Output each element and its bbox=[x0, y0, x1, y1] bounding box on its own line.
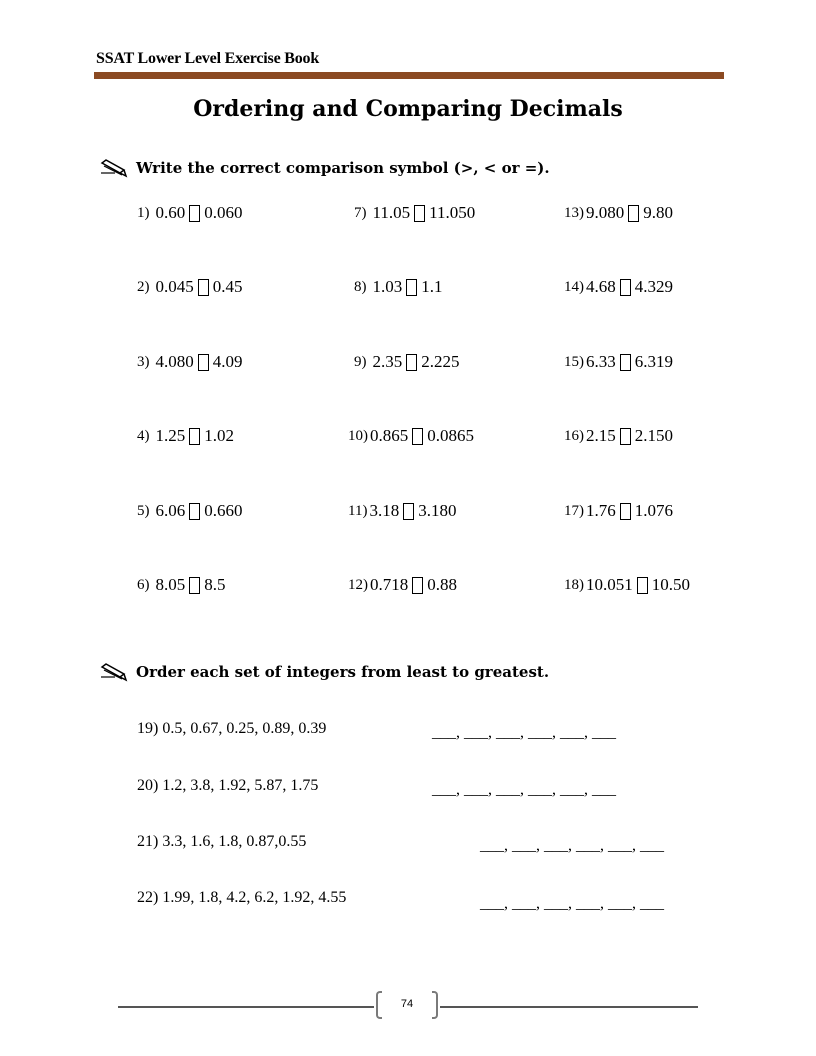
problem-7 bbox=[354, 203, 475, 223]
answer-box[interactable] bbox=[620, 279, 631, 296]
answer-box[interactable] bbox=[189, 577, 200, 594]
section1-instruction-text: Write the correct comparison symbol (>, < or =). bbox=[136, 159, 550, 177]
answer-box[interactable] bbox=[189, 503, 200, 520]
problem-number: 6) bbox=[137, 576, 150, 593]
problem-number: 10) bbox=[348, 427, 368, 444]
problem-15 bbox=[564, 352, 673, 372]
problem-13 bbox=[564, 203, 673, 223]
problem-5 bbox=[137, 501, 243, 521]
value-b: 0.88 bbox=[427, 575, 457, 594]
answer-box[interactable] bbox=[412, 577, 423, 594]
value-a: 1.76 bbox=[586, 501, 616, 520]
problem-4 bbox=[137, 426, 234, 446]
answer-box[interactable] bbox=[620, 428, 631, 445]
value-b: 0.660 bbox=[204, 501, 243, 520]
value-a: 0.045 bbox=[155, 277, 194, 296]
value-a: 4.080 bbox=[155, 352, 194, 371]
answer-box[interactable] bbox=[198, 354, 209, 371]
value-a: 3.18 bbox=[369, 501, 400, 520]
answer-box[interactable] bbox=[620, 354, 631, 371]
problem-2 bbox=[137, 277, 243, 297]
problem-number: 5) bbox=[137, 502, 150, 519]
footer-rule-left bbox=[118, 1006, 374, 1008]
value-a: 11.05 bbox=[372, 203, 411, 222]
header-rule bbox=[94, 72, 724, 79]
problem-1 bbox=[137, 203, 243, 223]
answer-box[interactable] bbox=[198, 279, 209, 296]
problem-number: 18) bbox=[564, 576, 584, 593]
answer-blanks-22[interactable]: ___, ___, ___, ___, ___, ___ bbox=[480, 895, 664, 912]
value-b: 0.060 bbox=[204, 203, 243, 222]
answer-blanks-20[interactable]: ___, ___, ___, ___, ___, ___ bbox=[432, 781, 616, 798]
problem-6 bbox=[137, 575, 226, 595]
problem-number: 17) bbox=[564, 502, 584, 519]
value-b: 2.150 bbox=[634, 426, 673, 445]
problem-8 bbox=[354, 277, 443, 297]
value-a: 6.06 bbox=[155, 501, 186, 520]
section2-instruction-text: Order each set of integers from least to greatest. bbox=[136, 663, 550, 681]
value-a: 0.60 bbox=[155, 203, 186, 222]
value-a: 10.051 bbox=[586, 575, 633, 594]
value-b: 4.329 bbox=[634, 277, 673, 296]
problem-number: 11) bbox=[348, 502, 368, 519]
value-b: 11.050 bbox=[429, 203, 476, 222]
value-a: 4.68 bbox=[586, 277, 616, 296]
order-problem-19: 19) 0.5, 0.67, 0.25, 0.89, 0.39 bbox=[137, 720, 327, 737]
value-b: 0.0865 bbox=[427, 426, 474, 445]
answer-blanks-19[interactable]: ___, ___, ___, ___, ___, ___ bbox=[432, 724, 616, 741]
problem-12 bbox=[348, 575, 457, 595]
page-title: Ordering and Comparing Decimals bbox=[193, 96, 623, 122]
answer-blanks-21[interactable]: ___, ___, ___, ___, ___, ___ bbox=[480, 837, 664, 854]
problem-18 bbox=[564, 575, 690, 595]
problem-number: 7) bbox=[354, 204, 367, 221]
value-a: 1.03 bbox=[372, 277, 403, 296]
value-b: 4.09 bbox=[212, 352, 243, 371]
answer-box[interactable] bbox=[189, 428, 200, 445]
problem-number: 13) bbox=[564, 204, 584, 221]
problem-11 bbox=[348, 501, 456, 521]
value-a: 0.865 bbox=[370, 426, 409, 445]
problem-number: 3) bbox=[137, 353, 150, 370]
problem-number: 15) bbox=[564, 353, 584, 370]
order-problem-20: 20) 1.2, 3.8, 1.92, 5.87, 1.75 bbox=[137, 777, 319, 794]
problem-17 bbox=[564, 501, 673, 521]
value-b: 0.45 bbox=[212, 277, 243, 296]
answer-box[interactable] bbox=[414, 205, 425, 222]
order-problem-21: 21) 3.3, 1.6, 1.8, 0.87,0.55 bbox=[137, 833, 307, 850]
value-b: 2.225 bbox=[421, 352, 460, 371]
problem-14 bbox=[564, 277, 673, 297]
problem-9 bbox=[354, 352, 460, 372]
problem-number: 16) bbox=[564, 427, 584, 444]
problem-number: 9) bbox=[354, 353, 367, 370]
value-b: 8.5 bbox=[204, 575, 226, 594]
value-b: 10.50 bbox=[651, 575, 690, 594]
book-title: SSAT Lower Level Exercise Book bbox=[96, 50, 320, 67]
problem-number: 14) bbox=[564, 278, 584, 295]
value-a: 2.35 bbox=[372, 352, 403, 371]
problem-number: 12) bbox=[348, 576, 368, 593]
page-number: 74 bbox=[400, 998, 414, 1010]
value-b: 6.319 bbox=[634, 352, 673, 371]
answer-box[interactable] bbox=[628, 205, 639, 222]
section1-instruction bbox=[100, 158, 550, 178]
section2-instruction bbox=[100, 662, 549, 682]
footer-rule-right bbox=[440, 1006, 698, 1008]
problem-16 bbox=[564, 426, 673, 446]
value-a: 1.25 bbox=[155, 426, 186, 445]
pencil-icon bbox=[100, 158, 128, 178]
answer-box[interactable] bbox=[620, 503, 631, 520]
value-a: 8.05 bbox=[155, 575, 186, 594]
answer-box[interactable] bbox=[403, 503, 414, 520]
value-b: 9.80 bbox=[643, 203, 673, 222]
value-a: 2.15 bbox=[586, 426, 616, 445]
page-bracket-right bbox=[432, 991, 438, 1019]
answer-box[interactable] bbox=[406, 279, 417, 296]
answer-box[interactable] bbox=[189, 205, 200, 222]
problem-number: 8) bbox=[354, 278, 367, 295]
order-problem-22: 22) 1.99, 1.8, 4.2, 6.2, 1.92, 4.55 bbox=[137, 889, 347, 906]
problem-10 bbox=[348, 426, 474, 446]
answer-box[interactable] bbox=[412, 428, 423, 445]
problem-number: 4) bbox=[137, 427, 150, 444]
value-a: 6.33 bbox=[586, 352, 616, 371]
value-b: 3.180 bbox=[418, 501, 457, 520]
value-a: 0.718 bbox=[370, 575, 409, 594]
answer-box[interactable] bbox=[637, 577, 648, 594]
problem-3 bbox=[137, 352, 243, 372]
problem-number: 1) bbox=[137, 204, 150, 221]
value-b: 1.02 bbox=[204, 426, 234, 445]
pencil-icon bbox=[100, 662, 128, 682]
value-b: 1.1 bbox=[421, 277, 443, 296]
problem-number: 2) bbox=[137, 278, 150, 295]
value-b: 1.076 bbox=[634, 501, 673, 520]
value-a: 9.080 bbox=[586, 203, 625, 222]
answer-box[interactable] bbox=[406, 354, 417, 371]
